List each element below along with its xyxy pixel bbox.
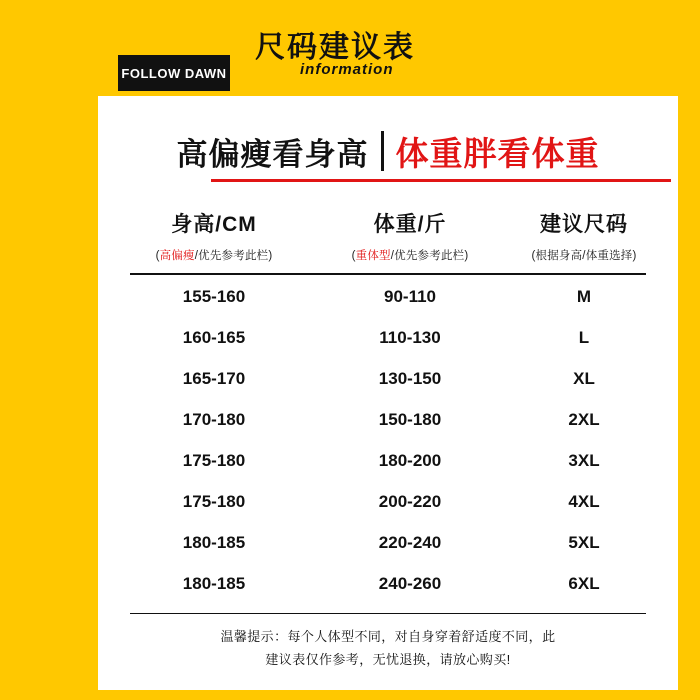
cell-height: 180-185 (182, 574, 246, 593)
table-row (116, 441, 660, 482)
table-header-row (116, 200, 660, 263)
page-header (0, 0, 700, 96)
table-row (116, 564, 660, 605)
headline-left-text: 高偏瘦看身高 (176, 136, 369, 172)
headline-divider (381, 131, 384, 171)
cell-size: 6XL (568, 574, 600, 593)
height-note-prefix: ( (155, 250, 160, 262)
column-header-weight (312, 208, 508, 263)
cell-height: 175-180 (182, 492, 246, 511)
cell-size: XL (573, 369, 595, 388)
table-row (116, 400, 660, 441)
table-row (116, 523, 660, 564)
column-title-height: 身高/CM (171, 213, 257, 236)
footer-note (116, 626, 660, 672)
height-note-suffix: /优先参考此栏) (194, 250, 273, 262)
footer-note-line-1: 温馨提示：每个人体型不同，对自身穿着舒适度不同，此 (220, 629, 556, 644)
cell-height: 180-185 (182, 533, 246, 552)
cell-size: 2XL (568, 410, 600, 429)
brand-logo-text: FOLLOW DAWN (121, 65, 227, 81)
cell-height: 170-180 (182, 410, 246, 429)
column-title-weight: 体重/斤 (373, 213, 447, 236)
size-table (116, 200, 660, 672)
column-note-height (116, 247, 312, 263)
table-row (116, 359, 660, 400)
chart-card (98, 96, 678, 690)
cell-weight: 200-220 (378, 492, 442, 511)
table-footer-divider (130, 613, 646, 615)
cell-weight: 110-130 (379, 328, 441, 347)
cell-size: 4XL (568, 492, 600, 511)
cell-size: L (578, 328, 590, 347)
table-body (116, 277, 660, 605)
cell-weight: 220-240 (378, 533, 442, 552)
cell-weight: 130-150 (378, 369, 442, 388)
footer-note-line-2: 建议表仅作参考，无忧退换，请放心购买! (265, 651, 511, 667)
weight-note-highlight: 重体型 (355, 250, 391, 262)
height-note-highlight: 高偏瘦 (159, 250, 195, 262)
page-subtitle: information (300, 61, 394, 78)
cell-size: 5XL (568, 533, 600, 552)
cell-weight: 150-180 (378, 410, 442, 429)
headline-underline (211, 179, 671, 182)
column-header-height (116, 208, 312, 263)
weight-note-suffix: /优先参考此栏) (390, 250, 469, 262)
table-row (116, 482, 660, 523)
cell-height: 175-180 (182, 451, 246, 470)
column-note-size: (根据身高/体重选择) (531, 250, 637, 262)
column-header-size (508, 208, 660, 263)
headline (98, 120, 678, 182)
cell-weight: 180-200 (378, 451, 442, 470)
cell-weight: 90-110 (384, 287, 436, 306)
cell-size: M (576, 287, 592, 306)
column-note-weight (312, 247, 508, 263)
headline-right-text: 体重胖看体重 (395, 134, 600, 172)
table-header-divider (130, 273, 646, 275)
table-row (116, 318, 660, 359)
cell-weight: 240-260 (378, 574, 442, 593)
weight-note-prefix: ( (351, 250, 356, 262)
cell-size: 3XL (568, 451, 600, 470)
column-title-size: 建议尺码 (540, 213, 628, 236)
table-row (116, 277, 660, 318)
page-title: 尺码建议表 (255, 31, 415, 64)
cell-height: 155-160 (182, 287, 246, 306)
cell-height: 165-170 (182, 369, 246, 388)
cell-height: 160-165 (182, 328, 246, 347)
brand-logo-badge (118, 55, 230, 91)
